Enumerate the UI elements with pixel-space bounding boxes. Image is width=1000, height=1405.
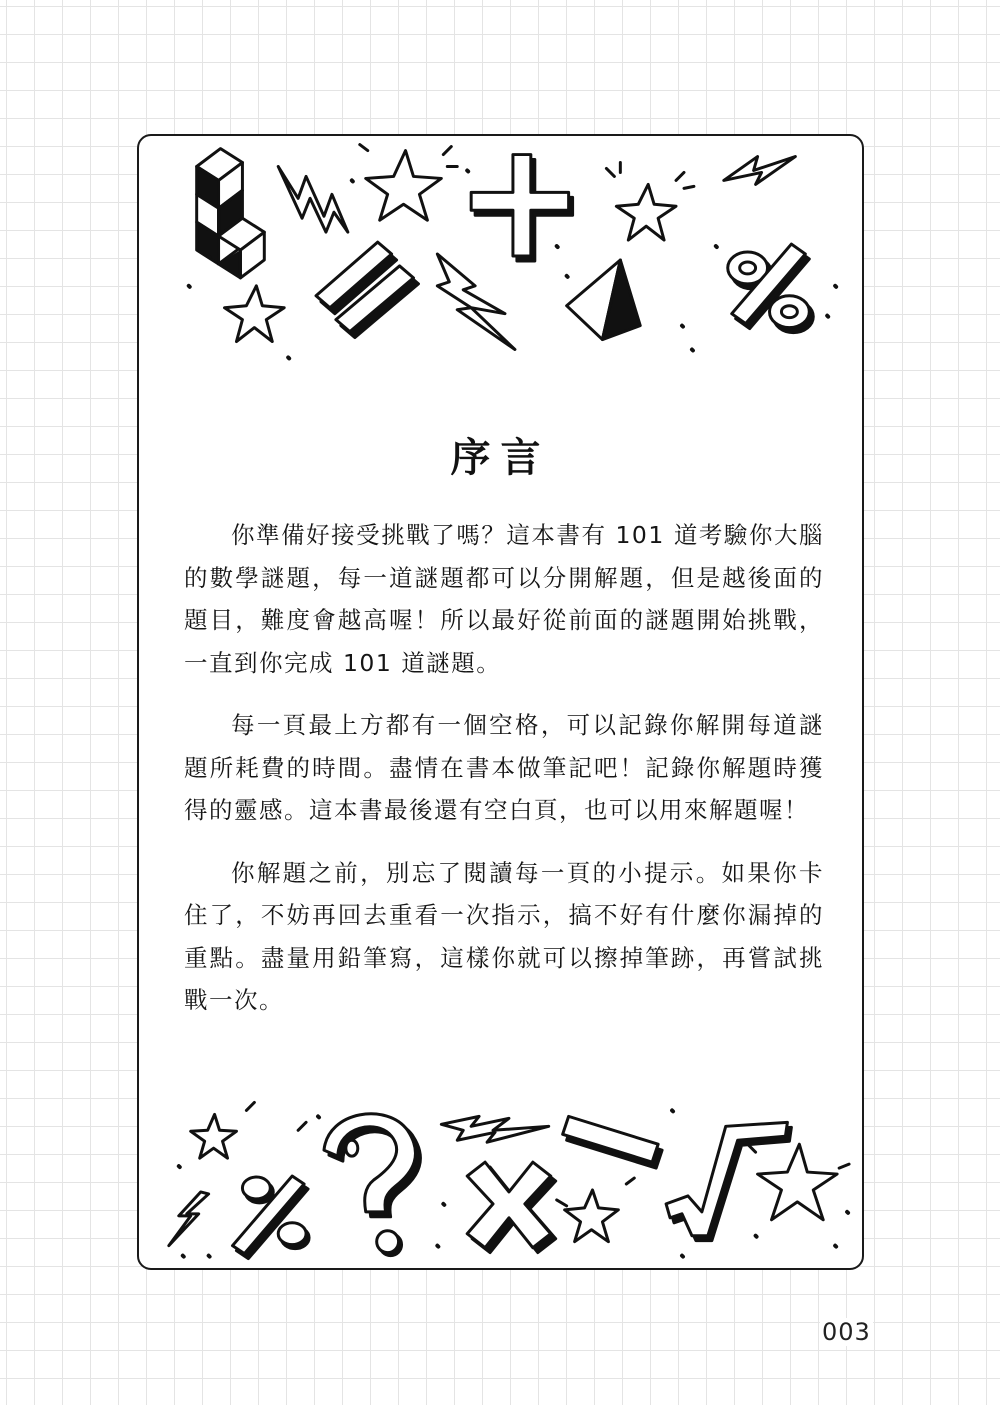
page-number: 003 xyxy=(822,1318,871,1346)
minus-icon xyxy=(563,1116,662,1168)
star-icon xyxy=(366,151,442,221)
times-icon xyxy=(467,1162,556,1252)
star-icon xyxy=(565,1190,619,1242)
paragraph: 每一頁最上方都有一個空格，可以記錄你解開每道謎題所耗費的時間。盡情在書本做筆記吧！記錄你解題時獲得的靈感。這本書最後還有空白頁，也可以用來解題喔！ xyxy=(184,711,824,824)
paragraph: 你解題之前，別忘了閱讀每一頁的小提示。如果你卡住了，不妨再回去重看一次指示，搞不好有什麼你漏掉的重點。盡量用鉛筆寫，這樣你就可以擦掉筆跡，再嘗試挑戰一次。 xyxy=(184,858,824,1014)
star-icon xyxy=(191,1114,237,1158)
lightning-icon xyxy=(169,1192,209,1246)
percent-icon xyxy=(728,244,814,333)
pyramid-icon xyxy=(567,260,641,340)
lightning-icon xyxy=(441,1116,548,1142)
lightning-icon xyxy=(278,166,348,232)
star-icon xyxy=(758,1144,838,1220)
preface-body xyxy=(184,514,824,1042)
lightning-icon xyxy=(437,254,515,349)
equals-icon xyxy=(316,242,418,337)
bottom-doodle-border xyxy=(139,1096,862,1270)
top-doodle-border xyxy=(139,136,862,376)
cube-stack-icon xyxy=(197,149,265,278)
star-icon xyxy=(616,184,676,240)
percent-icon xyxy=(232,1176,309,1259)
star-icon xyxy=(225,286,285,342)
question-mark-icon xyxy=(324,1114,420,1256)
page-title: 序言 xyxy=(450,435,551,481)
lightning-icon xyxy=(724,157,796,185)
paragraph: 你準備好接受挑戰了嗎？這本書有 101 道考驗你大腦的數學謎題，每一道謎題都可以分開解題，但是越後面的題目，難度會越高喔！所以最好從前面的謎題開始挑戰，一直到你完成 101 道謎題。 xyxy=(184,521,824,677)
preface-card xyxy=(137,134,864,1270)
